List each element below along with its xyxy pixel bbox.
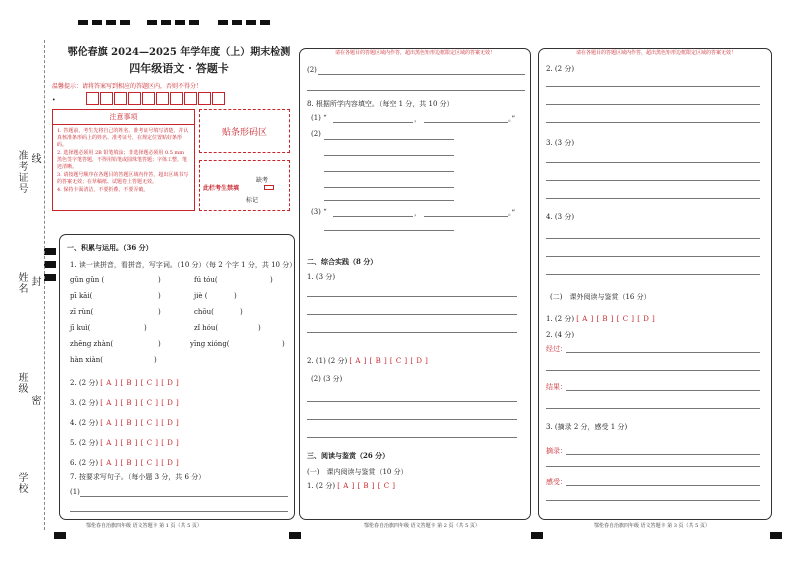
fill-blank[interactable] [424, 122, 508, 123]
answer-line[interactable] [307, 296, 517, 297]
answer-bracket: ) [240, 308, 243, 316]
q7-2-label: (2) [307, 66, 317, 74]
answer-line[interactable] [546, 466, 760, 467]
answer-line[interactable] [307, 314, 517, 315]
answer-line[interactable] [307, 332, 517, 333]
pinyin-item: zī rùn( [70, 308, 94, 316]
answer-line[interactable] [546, 86, 760, 87]
answer-line[interactable] [546, 500, 760, 501]
answer-line[interactable] [546, 274, 760, 275]
alignment-square [770, 532, 782, 539]
barcode-area [199, 109, 290, 153]
notice-item: 3. 请按题号顺序在各题目的答题区域内作答，超出区域书写的答案无效；在草稿纸、试题卷上答题无效。 [57, 172, 189, 185]
alignment-square [44, 261, 56, 268]
alignment-square [54, 532, 66, 539]
p2-q2-label: 2. (4 分) [546, 331, 575, 339]
alignment-square [531, 532, 543, 539]
answer-line[interactable] [80, 496, 288, 497]
answer-line[interactable] [566, 352, 760, 353]
mc-options[interactable]: [ A ] [ B ] [ C ] [ D ] [349, 357, 429, 365]
mc-question: 3. (2 分) [ A ] [ B ] [ C ] [ D ] [70, 399, 180, 407]
fill-blank[interactable] [333, 122, 413, 123]
absent-box [199, 160, 290, 211]
alignment-mark [147, 20, 199, 25]
answer-bracket: ) [154, 356, 157, 364]
pinyin-item: zǐ hóu( [194, 324, 219, 332]
notice-title: 注意事项 [53, 110, 194, 125]
notice-body [53, 125, 194, 198]
notice-item: 1. 答题前，考生先将自己的姓名、准考证号填写清楚，并认真核准条形码上的姓名、准考证号，在规定位置贴好条形码。 [57, 128, 189, 148]
answer-line[interactable] [566, 390, 760, 391]
answer-line[interactable] [70, 511, 288, 512]
cut-mark-xian: 线 [29, 153, 40, 164]
p2-q1-label: 1. (2 分) [ A ] [ B ] [ C ] [ D ] [546, 315, 656, 323]
mc-question: 2. (2 分) [ A ] [ B ] [ C ] [ D ] [70, 379, 180, 387]
pinyin-item: jī kuì( [70, 324, 91, 332]
card-subtitle: 四年级语文 · 答题卡 [129, 62, 229, 75]
q8-prompt: 8. 根据所学内容填空。（每空 1 分，共 10 分） [307, 100, 454, 108]
pinyin-item: gǔn gǔn ( [70, 276, 105, 284]
pinyin-item: yīng xióng( [190, 340, 230, 348]
absent-mark-2: 标记 [246, 197, 259, 204]
mc-options[interactable]: [ A ] [ B ] [ C ] [337, 482, 396, 490]
comma-mark: ， [414, 209, 421, 217]
answer-bracket: ) [282, 340, 285, 348]
fill-blank[interactable] [424, 216, 508, 217]
q1-prompt: 1. 读一读拼音，看拼音，写字词。（10 分）（每 2 个字 1 分，共 10 分） [70, 261, 297, 269]
absent-mark-1: 缺考 [256, 177, 269, 184]
mc-options[interactable]: [ A ] [ B ] [ C ] [ D ] [100, 379, 180, 387]
q8-1-label: (1) “ [311, 114, 327, 122]
mc-question: 6. (2 分) [ A ] [ B ] [ C ] [ D ] [70, 459, 180, 467]
warning-text: 温馨提示：请将答案写到相应的答题区内，否则不得分！ [52, 83, 203, 90]
exam-title: 鄂伦春旗 2024—2025 年学年度（上）期末检测 [67, 47, 291, 58]
absent-checkbox[interactable] [264, 185, 274, 190]
alignment-mark [218, 20, 270, 25]
mc-question: 4. (2 分) [ A ] [ B ] [ C ] [ D ] [70, 419, 180, 427]
exam-id-boxes[interactable] [86, 92, 226, 105]
s2-q2-label: 2. (1) (2 分) [ A ] [ B ] [ C ] [ D ] [307, 357, 429, 365]
answer-line[interactable] [307, 401, 517, 402]
answer-line[interactable] [546, 370, 760, 371]
answer-line[interactable] [546, 162, 760, 163]
answer-line[interactable] [307, 419, 517, 420]
q4-label: 4. (3 分) [546, 213, 575, 221]
s2-q2b-label: (2) (3 分) [311, 375, 343, 383]
name-label: 姓名 [16, 272, 27, 294]
q2-label: 2. (2 分) [546, 65, 575, 73]
zhailu-label: 摘录： [546, 447, 567, 455]
s2-q1-label: 1. (3 分) [307, 273, 336, 281]
answer-line[interactable] [318, 74, 525, 75]
id-prefix: • [52, 97, 56, 104]
notice-item: 2. 选择题必须用 2B 铅笔填涂；非选择题必须用 0.5 mm 黑色签字笔答题，不得用铅笔或圆珠笔答题；字体工整、笔迹清晰。 [57, 150, 188, 170]
s3-part1-heading: (一) 课内阅读与鉴赏（10 分） [307, 468, 408, 476]
answer-bracket: ) [258, 324, 261, 332]
q7-prompt: 7. 按要求写句子。（每小题 3 分，共 6 分） [70, 473, 206, 481]
pinyin-item: fú tóu( [194, 276, 218, 284]
answer-line[interactable] [546, 198, 760, 199]
jieguo-label: 结果： [546, 383, 567, 391]
section-2-heading: 二、综合实践（8 分） [307, 257, 378, 266]
fill-blank[interactable] [324, 171, 454, 172]
area-notice: 请在各题目的答题区域内作答，超出黑色矩形边框限定区域的答案无效！ [575, 50, 736, 56]
answer-panel-3 [538, 48, 772, 520]
pinyin-item: hàn xiàn( [70, 356, 104, 364]
barcode-label: 贴条形码区 [221, 127, 267, 138]
answer-line[interactable] [566, 454, 760, 455]
part2-heading: (二) 课外阅读与鉴赏（16 分） [550, 293, 651, 301]
mc-options[interactable]: [ A ] [ B ] [ C ] [ D ] [100, 459, 180, 467]
fill-blank[interactable] [324, 139, 454, 140]
answer-bracket: ) [158, 276, 161, 284]
answer-line[interactable] [546, 408, 760, 409]
section-1-heading: 一、积累与运用。（36 分） [67, 243, 153, 252]
cut-mark-feng: 封 [29, 276, 40, 287]
answer-bracket: ) [158, 340, 161, 348]
q8-1-end: 。” [508, 115, 516, 123]
class-label: 班级 [16, 372, 27, 394]
answer-line[interactable] [546, 104, 760, 105]
notice-item: 4. 保持卡面清洁，不要折叠、不要弄破。 [57, 187, 149, 193]
comma-mark: ， [414, 115, 421, 123]
pinyin-item: zhēng zhàn( [70, 340, 114, 348]
answer-bracket: ) [144, 324, 147, 332]
alignment-square [44, 248, 56, 255]
exam-id-label: 准考证号 [16, 150, 27, 194]
school-label: 学校 [16, 472, 27, 494]
binding-cut-line [44, 40, 45, 530]
answer-bracket: ) [158, 308, 161, 316]
fill-blank[interactable] [324, 187, 454, 188]
mc-options[interactable]: [ A ] [ B ] [ C ] [ D ] [100, 419, 180, 427]
q8-3-end: 。” [508, 209, 516, 217]
s3-q1-label: 1. (2 分) [ A ] [ B ] [ C ] [307, 482, 396, 490]
pinyin-item: pī kāi( [70, 292, 93, 300]
fill-blank[interactable] [324, 200, 454, 201]
page-footer: 鄂伦春自治旗四年级 语文答题卡 第 1 页（共 5 页） [86, 523, 202, 529]
fill-blank[interactable] [324, 155, 454, 156]
ganshou-label: 感受： [546, 478, 567, 486]
answer-line[interactable] [307, 437, 517, 438]
answer-line[interactable] [546, 256, 760, 257]
mc-options[interactable]: [ A ] [ B ] [ C ] [ D ] [100, 439, 180, 447]
answer-line[interactable] [546, 238, 760, 239]
pinyin-item: jiè ( [194, 292, 208, 300]
q8-2-label: (2) [311, 130, 321, 138]
answer-bracket: ) [270, 276, 273, 284]
absent-label: 此栏考生禁填 [203, 185, 240, 192]
p2-q3-label: 3. (摘录 2 分，感受 1 分) [546, 423, 628, 431]
notice-box [52, 109, 195, 211]
q8-3-label: (3) “ [311, 208, 327, 216]
cut-mark-mi: 密 [29, 395, 40, 406]
alignment-square [289, 532, 301, 539]
alignment-mark [78, 20, 130, 25]
fill-blank[interactable] [324, 230, 454, 231]
mc-options[interactable]: [ A ] [ B ] [ C ] [ D ] [100, 399, 180, 407]
answer-bracket: ) [158, 292, 161, 300]
alignment-square [44, 274, 56, 281]
page-footer: 鄂伦春自治旗四年级 语文答题卡 第 2 页（共 5 页） [364, 523, 480, 529]
area-notice: 请在各题目的答题区域内作答，超出黑色矩形边框限定区域的答案无效！ [334, 50, 495, 56]
section-3-heading: 三、阅读与鉴赏（26 分） [307, 451, 390, 460]
mc-options[interactable]: [ A ] [ B ] [ C ] [ D ] [576, 315, 656, 323]
q3-label: 3. (3 分) [546, 139, 575, 147]
answer-line[interactable] [307, 90, 525, 91]
mc-question: 5. (2 分) [ A ] [ B ] [ C ] [ D ] [70, 439, 180, 447]
answer-line[interactable] [546, 122, 760, 123]
answer-line[interactable] [546, 180, 760, 181]
q7-1-label: (1) [70, 488, 80, 496]
fill-blank[interactable] [333, 216, 413, 217]
jingguo-label: 经过： [546, 345, 567, 353]
page-footer: 鄂伦春自治旗四年级 语文答题卡 第 3 页（共 5 页） [594, 523, 710, 529]
answer-line[interactable] [566, 485, 760, 486]
pinyin-item: chōu( [194, 308, 214, 316]
answer-bracket: ) [234, 292, 237, 300]
